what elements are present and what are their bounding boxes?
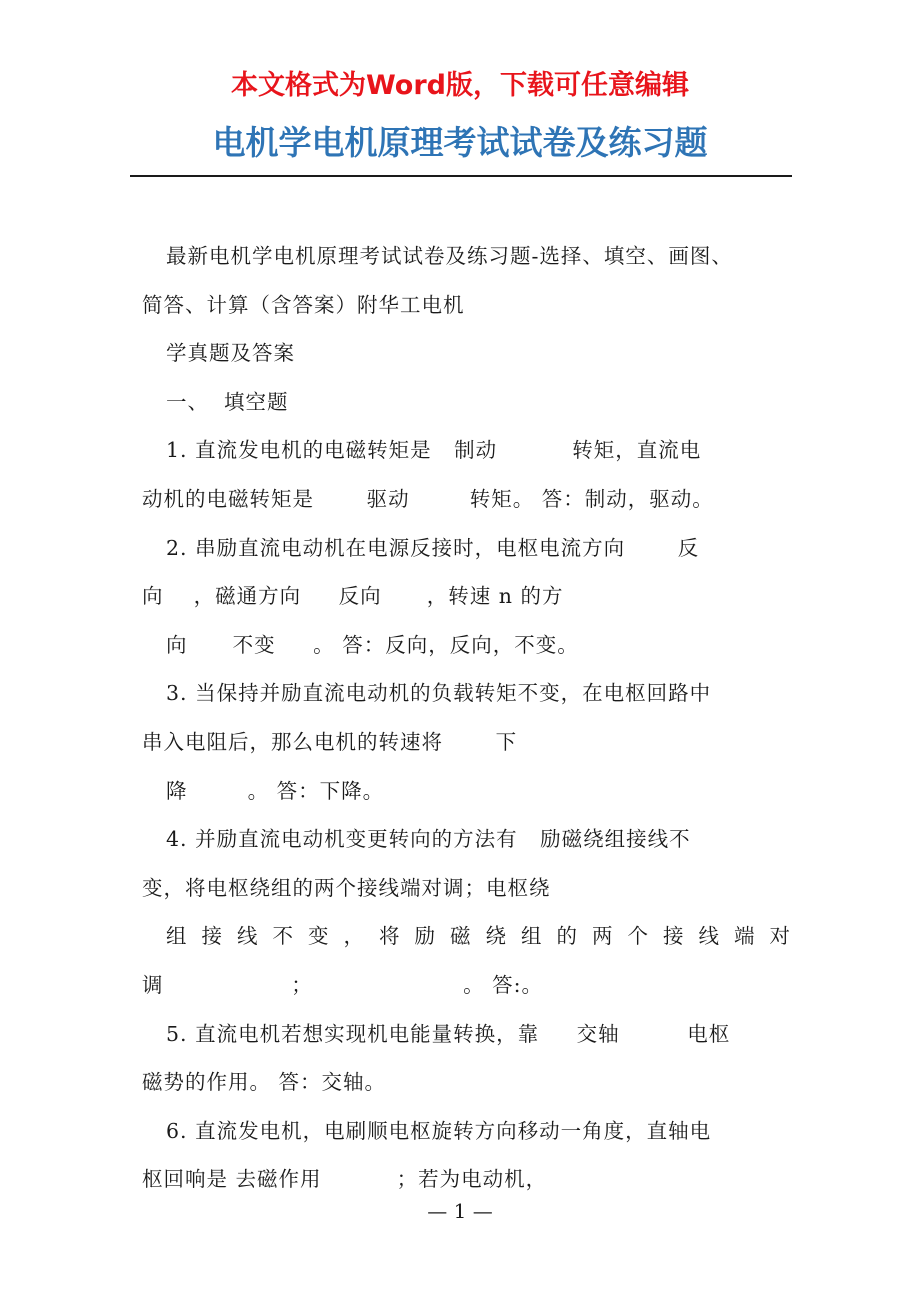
question-6-line-1: 6. 直流发电机，电刷顺电枢旋转方向移动一角度，直轴电	[166, 1118, 712, 1143]
question-1-line-2: 动机的电磁转矩是 驱动 转矩。 答：制动，驱动。	[142, 486, 714, 511]
question-2-line-3: 向 不变 。 答：反向，反向，不变。	[166, 632, 579, 657]
intro-line-2: 简答、计算（含答案）附华工电机	[142, 292, 465, 317]
format-banner: 本文格式为Word版，下载可任意编辑	[230, 70, 689, 101]
question-4-line-1: 4. 并励直流电动机变更转向的方法有 励磁绕组接线不	[166, 827, 691, 852]
question-3-line-1: 3. 当保持并励直流电动机的负载转矩不变，在电枢回路中	[166, 681, 712, 706]
document-body	[142, 232, 805, 1204]
intro-line-1: 最新电机学电机原理考试试卷及练习题-选择、填空、画图、	[166, 244, 733, 268]
title-divider	[130, 175, 792, 177]
question-6-line-2: 枢回响是 去磁作用 ；若为电动机，	[142, 1167, 548, 1192]
question-1-line-1: 1. 直流发电机的电磁转矩是 制动 转矩，直流电	[166, 438, 702, 463]
question-2-line-1: 2. 串励直流电动机在电源反接时，电枢电流方向 反	[166, 535, 700, 560]
question-4-line-3: 组接线不变，将励磁绕组的两个接线端对	[166, 924, 805, 949]
question-3-line-2: 串入电阻后，那么电机的转速将 下	[142, 729, 518, 754]
question-5-line-1: 5. 直流电机若想实现机电能量转换，靠 交轴 电枢	[166, 1021, 731, 1046]
section-heading-fill-blank: 一、 填空题	[166, 389, 289, 414]
question-4-line-2: 变，将电枢绕组的两个接线端对调；电枢绕	[142, 875, 551, 900]
question-5-line-2: 磁势的作用。 答：交轴。	[142, 1070, 387, 1095]
page-number: — 1 —	[427, 1199, 493, 1223]
question-3-line-3: 降 。 答：下降。	[166, 778, 385, 803]
intro-line-3: 学真题及答案	[166, 341, 295, 366]
question-4-line-4: 调 ； 。 答:。	[142, 972, 544, 997]
document-title: 电机学电机原理考试试卷及练习题	[212, 123, 708, 162]
question-2-line-2: 向 ，磁通方向 反向 ，转速 n 的方	[142, 584, 564, 609]
